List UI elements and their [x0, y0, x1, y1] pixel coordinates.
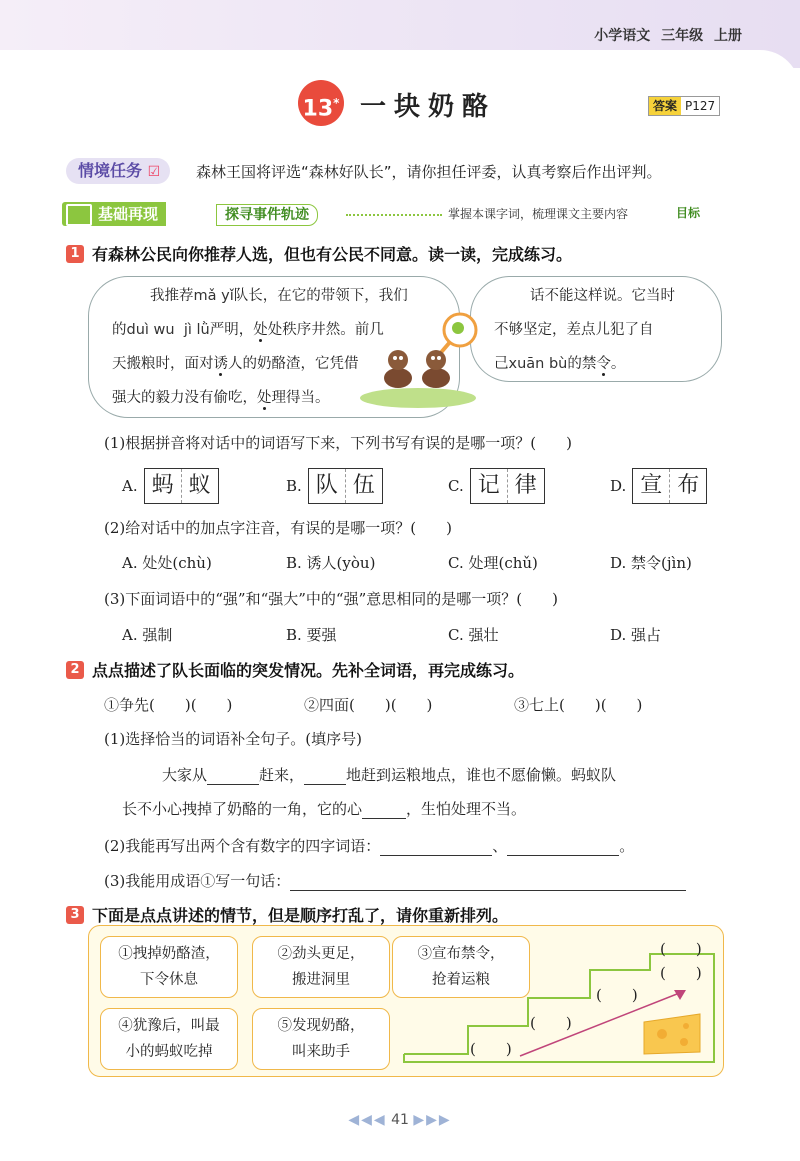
left-arrows-icon: ◀◀◀: [348, 1112, 387, 1128]
bubble1-line3: 天搬粮时，面对诱人的奶酪渣，它凭借: [112, 356, 359, 372]
question-3-number: 3: [66, 906, 84, 924]
book-info: [594, 25, 742, 45]
q1-sub1-option-a[interactable]: A. 蚂 蚁: [122, 468, 219, 504]
answer-label: 答案: [649, 97, 681, 115]
blank-1[interactable]: [207, 766, 259, 785]
q1-sub1-option-c[interactable]: C. 记 律: [448, 468, 545, 504]
q1-sub1-question: (1)根据拼音将对话中的词语写下来，下列书写有误的是哪一项？( ): [104, 434, 572, 452]
blank-3[interactable]: [362, 800, 406, 819]
bubble1-line2: 的duì wu jì lǜ严明，处处秩序井然。前几: [112, 322, 384, 338]
check-icon: ☑: [147, 164, 161, 180]
order-slot-4[interactable]: ( ): [660, 964, 702, 982]
q2-word-3[interactable]: ③七上( )( ): [514, 696, 643, 714]
order-slot-3[interactable]: ( ): [596, 986, 638, 1004]
cheese-icon: [644, 1014, 700, 1054]
page-number: 41: [391, 1112, 409, 1128]
q1-sub1-option-b[interactable]: B. 队 伍: [286, 468, 383, 504]
question-2-number: 2: [66, 661, 84, 679]
question-1-title: 有森林公民向你推荐人选，但也有公民不同意。读一读，完成练习。: [92, 245, 573, 264]
plot-card-4: ④犹豫后，叫最 小的蚂蚁吃掉: [100, 1008, 238, 1070]
q1-sub3-option-b[interactable]: B. 要强: [286, 626, 337, 644]
question-1-number: 1: [66, 245, 84, 263]
ant-eye: [431, 356, 435, 360]
q1-sub2-option-b[interactable]: B. 诱人(yòu): [286, 554, 376, 572]
ant-head-right: [426, 350, 446, 370]
q1-sub3-option-c[interactable]: C. 强壮: [448, 626, 499, 644]
subject: 小学语文: [594, 28, 651, 44]
section-goal: 掌握本课字词，梳理课文主要内容: [448, 207, 629, 221]
answer-blank-1[interactable]: [380, 837, 492, 856]
ants-illustration: [358, 300, 478, 410]
q2-sub3-question: (3)我能用成语①写一句话：: [104, 870, 686, 891]
lesson-title: 一块奶酪: [360, 92, 497, 122]
grade: 三年级: [661, 28, 704, 44]
q1-sub2-option-c[interactable]: C. 处理(chǔ): [448, 554, 538, 572]
q2-sentence-line1: 大家从 赶来， 地赶到运粮地点，谁也不愿偷懒。蚂蚁队: [162, 766, 617, 784]
cheese-hole: [683, 1023, 689, 1029]
q1-sub3-option-d[interactable]: D. 强占: [610, 626, 662, 644]
ant-eye: [437, 356, 441, 360]
grass: [360, 388, 476, 408]
ant-icon-left: [384, 368, 412, 388]
blank-2[interactable]: [304, 766, 346, 785]
answer-blank-2[interactable]: [507, 837, 619, 856]
bubble2-line3: 己xuān bù的禁令。: [494, 356, 626, 372]
q1-sub3-option-a[interactable]: A. 强制: [122, 626, 173, 644]
answer-badge: [648, 96, 720, 116]
q1-sub2-option-d[interactable]: D. 禁令(jìn): [610, 554, 692, 572]
plot-card-2: ②劲头更足， 搬进洞里: [252, 936, 390, 998]
q2-word-2[interactable]: ②四面( )( ): [304, 696, 433, 714]
q2-word-1[interactable]: ①争先( )( ): [104, 696, 233, 714]
ant-eye: [399, 356, 403, 360]
question-2-title: 点点描述了队长面临的突发情况。先补全词语，再完成练习。: [92, 661, 525, 680]
ant-eye: [393, 356, 397, 360]
cheese-hole: [680, 1038, 688, 1046]
plot-card-1: ①拽掉奶酪渣， 下令休息: [100, 936, 238, 998]
order-slot-5[interactable]: ( ): [660, 940, 702, 958]
cheese-hole: [657, 1029, 667, 1039]
ant-icon-right: [422, 368, 450, 388]
plot-card-3: ③宣布禁令， 抢着运粮: [392, 936, 530, 998]
section-main: 基础再现: [62, 202, 166, 226]
top-curve: [0, 50, 800, 90]
bubble2-line2: 不够坚定，差点儿犯了自: [494, 322, 654, 338]
bubble1-line4: 强大的毅力没有偷吃，处理得当。: [112, 390, 330, 406]
task-tag: 情境任务 ☑: [66, 158, 170, 184]
bubble2-line1: 话不能这样说。它当时: [530, 288, 675, 304]
section-divider: [346, 214, 442, 216]
order-slot-2[interactable]: ( ): [530, 1014, 572, 1032]
q1-sub3-question: (3)下面词语中的“强”和“强大”中的“强”意思相同的是哪一项？( ): [104, 590, 558, 608]
ant-head-left: [388, 350, 408, 370]
book-icon: [66, 204, 92, 226]
plot-card-5: ⑤发现奶酪， 叫来助手: [252, 1008, 390, 1070]
small-ant-icon: [452, 322, 464, 334]
right-arrows-icon: ▶▶▶: [413, 1112, 452, 1128]
volume: 上册: [714, 28, 742, 44]
answer-line[interactable]: [290, 872, 686, 891]
section-goal-tag: 目标: [676, 206, 701, 220]
q2-sentence-line2: 长不小心拽掉了奶酪的一角，它的心 ，生怕处理不当。: [122, 800, 527, 818]
bubble1-line1: 我推荐mǎ yǐ队长，在它的带领下，我们: [150, 288, 408, 304]
question-3-title: 下面是点点讲述的情节，但是顺序打乱了，请你重新排列。: [92, 906, 509, 925]
q1-sub2-question: (2)给对话中的加点字注音，有误的是哪一项？( ): [104, 519, 452, 537]
q1-sub2-option-a[interactable]: A. 处处(chù): [122, 554, 212, 572]
q2-sub1-question: (1)选择恰当的词语补全句子。(填序号): [104, 730, 362, 748]
order-slot-1[interactable]: ( ): [470, 1040, 512, 1058]
lesson-number-badge: 13*: [298, 80, 344, 126]
task-text: 森林王国将评选“森林好队长”，请你担任评委，认真考察后作出评判。: [196, 163, 662, 181]
answer-page: P127: [681, 97, 719, 115]
q1-sub1-option-d[interactable]: D. 宣 布: [610, 468, 707, 504]
q2-sub2-question: (2)我能再写出两个含有数字的四字词语： 、 。: [104, 837, 635, 855]
section-sub: 探寻事件轨迹: [216, 204, 318, 226]
page-footer: [0, 1112, 800, 1128]
